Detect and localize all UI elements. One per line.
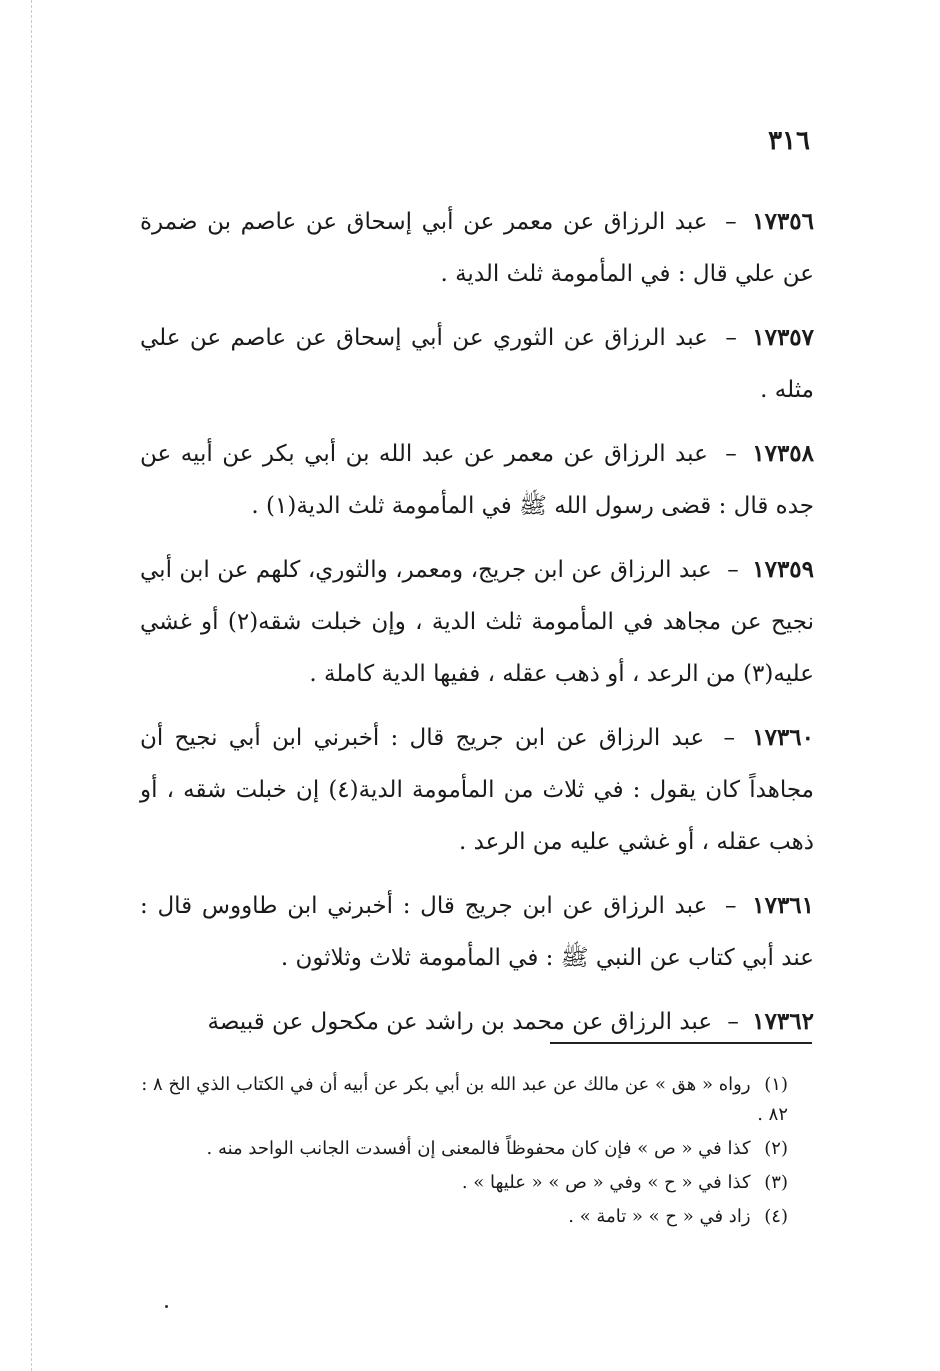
footnote-text: رواه « هق » عن مالك عن عبد الله بن أبي بكر عن أبيه أن في الكتاب الذي الخ ٨ : ٨٢ . xyxy=(141,1074,788,1125)
hadith-number: ١٧٣٦٠ xyxy=(752,724,814,751)
footnote-marker: (١) xyxy=(764,1074,788,1095)
hadith-number: ١٧٣٦١ xyxy=(752,892,815,919)
hadith-dash: – xyxy=(725,441,737,467)
hadith-text: عبد الرزاق عن الثوري عن أبي إسحاق عن عاصم عن علي مثله . xyxy=(140,325,814,403)
page-number: ٣١٦ xyxy=(768,126,810,156)
footnote-marker: (٢) xyxy=(764,1138,788,1159)
hadith-dash: – xyxy=(725,893,737,919)
footnote-item xyxy=(140,1168,788,1198)
footnote-text: كذا في « ص » فإن كان محفوظاً فالمعنى إن أفسدت الجانب الواحد منه . xyxy=(206,1138,751,1159)
footnote-item xyxy=(140,1070,788,1130)
hadith-text: عبد الرزاق عن محمد بن راشد عن مكحول عن قبيصة xyxy=(207,1009,713,1035)
hadith-text: عبد الرزاق عن ابن جريج قال : أخبرني ابن طاووس قال : عند أبي كتاب عن النبي ﷺ : في المأمومة ثلاث وثلاثون . xyxy=(140,893,814,971)
hadith-list xyxy=(140,196,820,1060)
hadith-number: ١٧٣٥٧ xyxy=(752,324,815,351)
hadith-number: ١٧٣٥٩ xyxy=(752,556,815,583)
hadith-paragraph xyxy=(140,312,820,416)
hadith-number: ١٧٣٦٢ xyxy=(752,1008,814,1035)
hadith-dash: – xyxy=(725,209,737,235)
margin-guide-line xyxy=(31,0,32,1371)
footnote-item xyxy=(140,1202,788,1232)
hadith-paragraph xyxy=(140,196,820,300)
footnote-marker: (٣) xyxy=(764,1172,788,1193)
hadith-number: ١٧٣٥٦ xyxy=(752,208,815,235)
footnote-text: كذا في « ح » وفي « ص » « عليها » . xyxy=(461,1172,751,1193)
hadith-dash: – xyxy=(727,557,739,583)
hadith-dash: – xyxy=(725,325,737,351)
hadith-dash: – xyxy=(727,1009,739,1035)
footnote-item xyxy=(140,1134,788,1164)
hadith-text: عبد الرزاق عن ابن جريج قال : أخبرني ابن أبي نجيح أن مجاهداً كان يقول : في ثلاث من المأمومة الدية(٤) إن خبلت شقه ، أو ذهب عقله ، أو غشي عليه من الرعد . xyxy=(140,725,814,855)
hadith-text: عبد الرزاق عن ابن جريج، ومعمر، والثوري، كلهم عن ابن أبي نجيح عن مجاهد في المأمومة ثلث الدية ، وإن خبلت شقه(٢) أو غشي عليه(٣) من الرعد ، أو ذهب عقله ، ففيها الدية كاملة . xyxy=(140,557,815,687)
footnote-text: زاد في « ح » « تامة » . xyxy=(568,1206,751,1227)
hadith-paragraph xyxy=(140,544,820,700)
scan-speck xyxy=(165,1305,168,1308)
hadith-paragraph xyxy=(140,880,820,984)
book-page xyxy=(140,118,820,1318)
hadith-dash: – xyxy=(723,725,735,751)
footnote-divider xyxy=(550,1042,812,1044)
footnote-marker: (٤) xyxy=(764,1206,788,1227)
hadith-text: عبد الرزاق عن معمر عن أبي إسحاق عن عاصم بن ضمرة عن علي قال : في المأمومة ثلث الدية . xyxy=(140,209,814,287)
hadith-paragraph xyxy=(140,712,820,868)
hadith-paragraph xyxy=(140,996,820,1048)
hadith-paragraph xyxy=(140,428,820,532)
footnotes xyxy=(140,1070,820,1236)
hadith-text: عبد الرزاق عن معمر عن عبد الله بن أبي بكر عن أبيه عن جده قال : قضى رسول الله ﷺ في المأمومة ثلث الدية(١) . xyxy=(140,441,814,519)
hadith-number: ١٧٣٥٨ xyxy=(752,440,815,467)
